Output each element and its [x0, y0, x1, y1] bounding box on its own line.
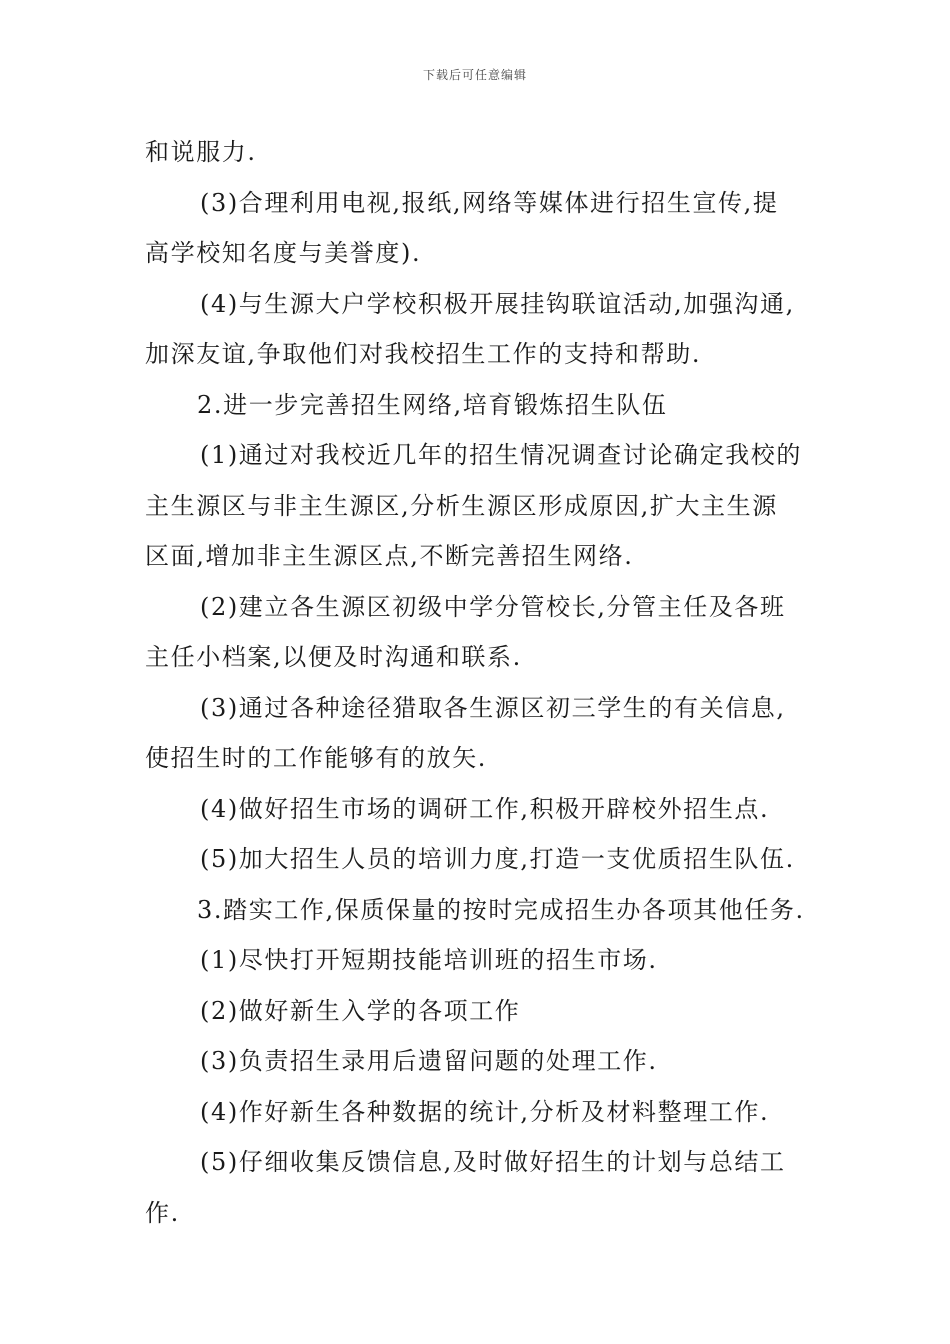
text-line: (4)与生源大户学校积极开展挂钩联谊活动,加强沟通, [200, 289, 795, 318]
paragraph [145, 178, 815, 279]
text-line: (4)作好新生各种数据的统计,分析及材料整理工作. [200, 1097, 770, 1126]
text-line: (3)合理利用电视,报纸,网络等媒体进行招生宣传,提 [200, 188, 779, 217]
section-heading [145, 380, 815, 431]
text-line: 2.进一步完善招生网络,培育锻炼招生队伍 [197, 390, 668, 419]
text-line: 和说服力. [145, 138, 257, 166]
text-line: (5)加大招生人员的培训力度,打造一支优质招生队伍. [200, 845, 795, 873]
text-line: 区面,增加非主生源区点,不断完善招生网络. [145, 542, 634, 570]
text-line: 高学校知名度与美誉度). [145, 239, 422, 267]
paragraph [145, 127, 815, 178]
paragraph [145, 986, 815, 1037]
paragraph [145, 430, 815, 582]
text-line: (2)做好新生入学的各项工作 [200, 996, 521, 1025]
paragraph [145, 1087, 815, 1138]
text-line: (4)做好招生市场的调研工作,积极开辟校外招生点. [200, 794, 770, 823]
paragraph [145, 1137, 815, 1238]
text-line: 主任小档案,以便及时沟通和联系. [145, 643, 522, 671]
page-header-note: 下载后可任意编辑 [422, 68, 527, 82]
paragraph [145, 834, 815, 885]
document-body [145, 127, 815, 1238]
text-line: (3)负责招生录用后遗留问题的处理工作. [200, 1047, 658, 1075]
text-line: 使招生时的工作能够有的放矢. [145, 744, 488, 772]
text-line: 作. [145, 1198, 180, 1227]
text-line: (1)通过对我校近几年的招生情况调查讨论确定我校的 [200, 441, 802, 469]
paragraph [145, 279, 815, 380]
paragraph [145, 582, 815, 683]
text-line: 加深友谊,争取他们对我校招生工作的支持和帮助. [145, 340, 702, 368]
paragraph [145, 683, 815, 784]
paragraph [145, 935, 815, 986]
text-line: (2)建立各生源区初级中学分管校长,分管主任及各班 [200, 592, 786, 621]
paragraph [145, 784, 815, 835]
text-line: 3.踏实工作,保质保量的按时完成招生办各项其他任务. [197, 895, 805, 924]
paragraph [145, 1036, 815, 1087]
text-line: (5)仔细收集反馈信息,及时做好招生的计划与总结工 [200, 1148, 786, 1176]
text-line: 主生源区与非主生源区,分析生源区形成原因,扩大主生源 [145, 491, 778, 520]
text-line: (1)尽快打开短期技能培训班的招生市场. [200, 946, 658, 974]
section-heading [145, 885, 815, 936]
text-line: (3)通过各种途径猎取各生源区初三学生的有关信息, [200, 693, 786, 722]
